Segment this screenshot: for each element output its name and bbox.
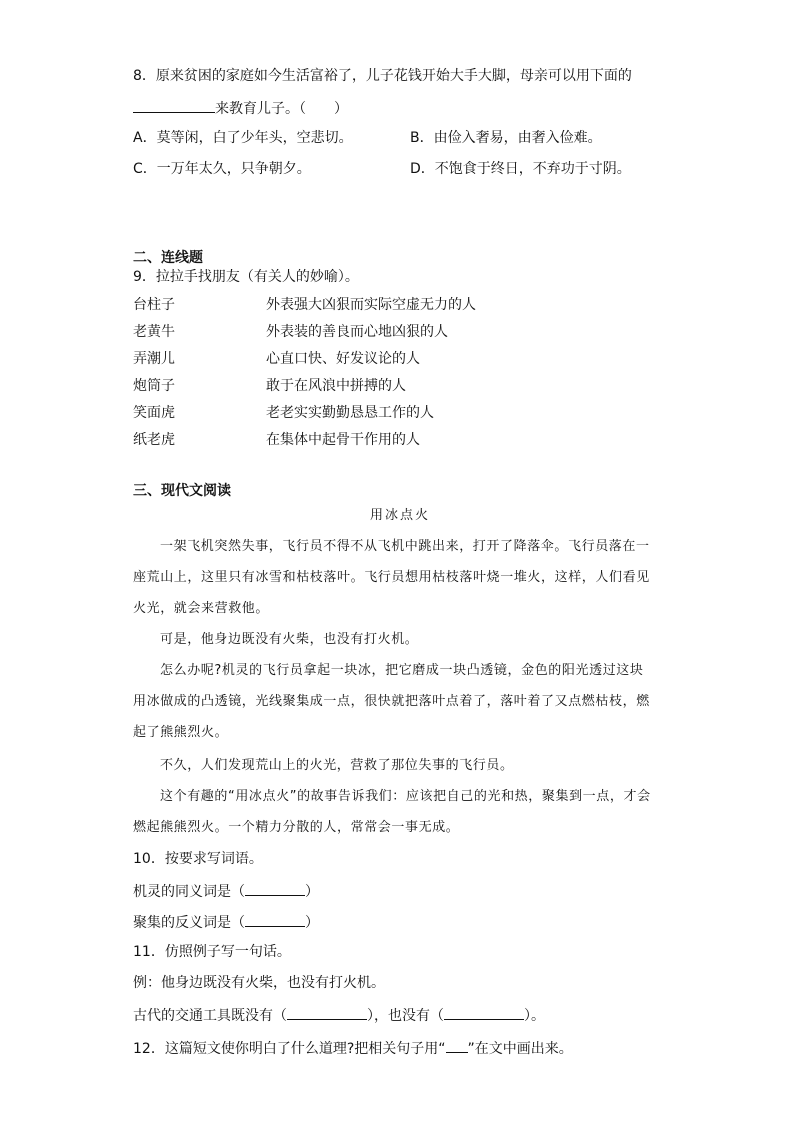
antonym-prompt: 聚集的反义词是（ <box>133 915 245 931</box>
close-paren: ） <box>305 915 319 931</box>
question-11-prompt <box>133 1005 545 1025</box>
question-12 <box>133 1038 573 1058</box>
prompt-part: ），也没有（ <box>367 1008 444 1024</box>
match-left-item[interactable]: 弄潮儿 <box>133 351 175 367</box>
passage-line: 起了熊熊烈火。 <box>133 725 229 740</box>
question-8-suffix: 来教育儿子。（ ） <box>215 101 348 117</box>
question-8-stem: 8．原来贫困的家庭如今生活富裕了，儿子花钱开始大手大脚，母亲可以用下面的 <box>133 68 632 84</box>
match-right-item[interactable]: 心直口快、好发议论的人 <box>266 351 420 367</box>
synonym-answer-blank[interactable] <box>245 881 305 896</box>
match-left-item[interactable]: 笑面虎 <box>133 405 175 421</box>
passage-line: 燃起熊熊烈火。一个精力分散的人，常常会一事无成。 <box>133 820 460 835</box>
match-right-item[interactable]: 敢于在风浪中拼搏的人 <box>266 378 406 394</box>
question-11: 11．仿照例子写一句话。 <box>133 944 291 960</box>
answer-blank-2[interactable] <box>444 1005 524 1020</box>
match-right-item[interactable]: 在集体中起骨干作用的人 <box>266 432 420 448</box>
underline-sample <box>446 1038 468 1053</box>
match-left-item[interactable]: 台柱子 <box>133 297 175 313</box>
option-c[interactable]: C．一万年太久，只争朝夕。 <box>133 161 311 177</box>
question-12-part: ”在文中画出来。 <box>467 1041 573 1057</box>
passage-line: 怎么办呢?机灵的飞行员拿起一块冰，把它磨成一块凸透镜，金色的阳光透过这块 <box>160 663 644 678</box>
match-left-item[interactable]: 纸老虎 <box>133 432 175 448</box>
question-10-antonym <box>133 912 319 932</box>
passage-line: 可是，他身边既没有火柴，也没有打火机。 <box>160 632 419 647</box>
passage-line: 一架飞机突然失事，飞行员不得不从飞机中跳出来，打开了降落伞。飞行员落在一 <box>160 539 650 554</box>
question-10: 10．按要求写词语。 <box>133 851 263 867</box>
question-9: 9．拉拉手找朋友（有关人的妙喻）。 <box>133 269 359 285</box>
passage-line: 这个有趣的“用冰点火”的故事告诉我们：应该把自己的光和热，聚集到一点，才会 <box>160 789 651 804</box>
close-paren: ） <box>305 884 319 900</box>
match-right-item[interactable]: 外表装的善良而心地凶狠的人 <box>266 324 448 340</box>
passage-title: 用冰点火 <box>370 508 431 523</box>
option-d[interactable]: D．不饱食于终日，不弃功于寸阴。 <box>410 161 631 177</box>
answer-blank[interactable] <box>133 98 215 113</box>
match-right-item[interactable]: 外表强大凶狠而实际空虚无力的人 <box>266 297 476 313</box>
answer-blank-1[interactable] <box>287 1005 367 1020</box>
match-right-item[interactable]: 老老实实勤勤恳恳工作的人 <box>266 405 434 421</box>
passage-line: 座荒山上，这里只有冰雪和枯枝落叶。飞行员想用枯枝落叶烧一堆火，这样，人们看见 <box>133 570 650 585</box>
passage-line: 火光，就会来营救他。 <box>133 601 270 616</box>
passage-line: 不久，人们发现荒山上的火光，营救了那位失事的飞行员。 <box>160 758 514 773</box>
match-left-item[interactable]: 老黄牛 <box>133 324 175 340</box>
match-left-item[interactable]: 炮筒子 <box>133 378 175 394</box>
question-11-example: 例：他身边既没有火柴，也没有打火机。 <box>133 975 385 991</box>
question-12-part: 12．这篇短文使你明白了什么道理?把相关句子用“ <box>133 1041 446 1057</box>
option-a[interactable]: A．莫等闲，白了少年头，空悲切。 <box>133 130 353 146</box>
section-2-heading: 二、连线题 <box>133 250 203 266</box>
antonym-answer-blank[interactable] <box>245 912 305 927</box>
question-8-stem-line2 <box>133 98 348 118</box>
question-10-synonym <box>133 881 319 901</box>
prompt-part: ）。 <box>524 1008 545 1024</box>
prompt-part: 古代的交通工具既没有（ <box>133 1008 287 1024</box>
section-3-heading: 三、现代文阅读 <box>133 483 231 499</box>
synonym-prompt: 机灵的同义词是（ <box>133 884 245 900</box>
passage-line: 用冰做成的凸透镜，光线聚集成一点，很快就把落叶点着了，落叶着了又点燃枯枝，燃 <box>133 694 650 709</box>
option-b[interactable]: B．由俭入奢易，由奢入俭难。 <box>410 130 602 146</box>
